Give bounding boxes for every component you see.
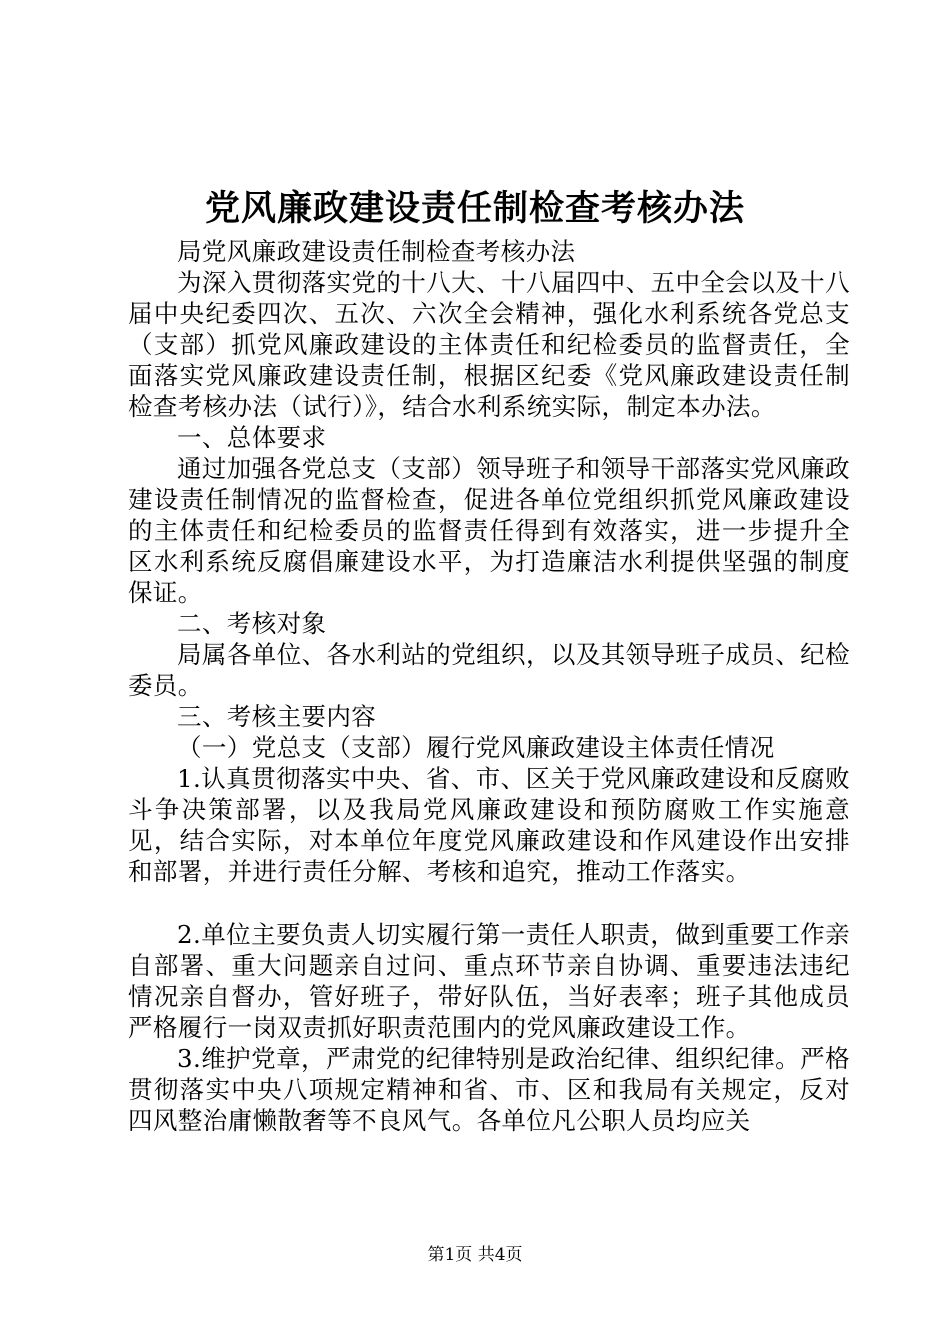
section-heading-main-content: 三、考核主要内容 bbox=[177, 702, 377, 731]
paragraph-item-3: 3.维护党章，严肃党的纪律特别是政治纪律、组织纪律。严格贯彻落实中央八项规定精神和省、市、区和我局有关规定，反对四风整治庸懒散奢等不良风气。各单位凡公职人员均应关 bbox=[128, 1044, 850, 1135]
paragraph-subtitle: 局党风廉政建设责任制检查考核办法 bbox=[177, 237, 576, 266]
paragraph-intro: 为深入贯彻落实党的十八大、十八届四中、五中全会以及十八届中央纪委四次、五次、六次全会精神，强化水利系统各党总支（支部）抓党风廉政建设的主体责任和纪检委员的监督责任，全面落实党风廉政建设责任制，根据区纪委《党风廉政建设责任制检查考核办法（试行）》，结合水利系统实际，制定本办法。 bbox=[128, 268, 850, 421]
paragraph-assessment-targets: 局属各单位、各水利站的党组织，以及其领导班子成员、纪检委员。 bbox=[128, 640, 850, 700]
paragraph-general-requirements: 通过加强各党总支（支部）领导班子和领导干部落实党风廉政建设责任制情况的监督检查，促进各单位党组织抓党风廉政建设的主体责任和纪检委员的监督责任得到有效落实，进一步提升全区水利系统反腐倡廉建设水平，为打造廉洁水利提供坚强的制度保证。 bbox=[128, 454, 850, 607]
document-body bbox=[128, 236, 850, 1136]
section-heading-general-requirements: 一、总体要求 bbox=[177, 423, 327, 452]
paragraph-item-2: 2.单位主要负责人切实履行第一责任人职责，做到重要工作亲自部署、重大问题亲自过问、重点环节亲自协调、重要违法违纪情况亲自督办，管好班子，带好队伍，当好表率；班子其他成员严格履行一岗双责抓好职责范围内的党风廉政建设工作。 bbox=[128, 920, 850, 1042]
paragraph-item-1: 1.认真贯彻落实中央、省、市、区关于党风廉政建设和反腐败斗争决策部署，以及我局党风廉政建设和预防腐败工作实施意见，结合实际，对本单位年度党风廉政建设和作风建设作出安排和部署，并进行责任分解、考核和追究，推动工作落实。 bbox=[128, 764, 850, 886]
document-title: 党风廉政建设责任制检查考核办法 bbox=[204, 188, 745, 229]
subsection-heading-party-branch-duty: （一）党总支（支部）履行党风廉政建设主体责任情况 bbox=[177, 733, 775, 762]
page-number-footer: 第1页 共4页 bbox=[427, 1245, 523, 1265]
section-heading-assessment-targets: 二、考核对象 bbox=[177, 609, 327, 638]
